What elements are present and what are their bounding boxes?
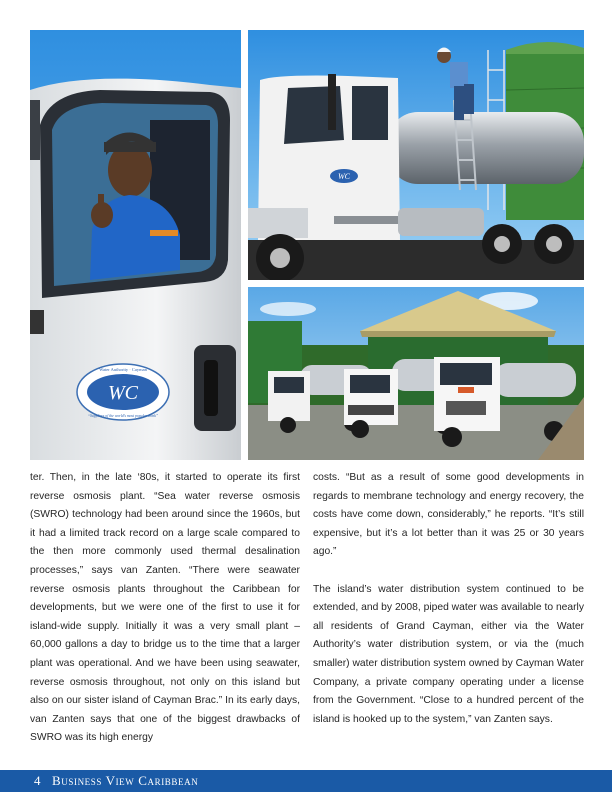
publication-title: Business View Caribbean (52, 773, 199, 788)
article-paragraph: The island’s water distribution system continued to be extended, and by 2008, piped water was available to nearly all residents of Grand Cayman, either via the Water Authority’s water distribution system, or via the (much smaller) water distribution system owned by Cayman Water Company, a private company operating under a license from the Government. “Close to a hundred percent of the island is hooked up to the system,” van Zanten says. (313, 583, 584, 725)
article-paragraph: costs. “But as a result of some good developments in regards to membrane technology and energy recovery, the costs have come down, considerably,” he reports. “It’s still expensive, but it’s a lot better than it was 25 or 30 years ago.” (313, 472, 584, 558)
photo-three-tanker-trucks (248, 287, 584, 460)
logo-top-text: Water Authority · Cayman (99, 367, 147, 372)
article-column-left (30, 469, 300, 748)
photo-tanker-truck-worker (248, 30, 584, 280)
cab-logo-text: WC (338, 172, 350, 181)
article-column-right (313, 469, 584, 729)
logo-wc-text: WC (108, 382, 138, 404)
photo-truck-driver (30, 30, 241, 460)
article-paragraph: ter. Then, in the late ‘80s, it started to operate its first reverse osmosis plant. “Sea water reverse osmosis (SWRO) technology had been around since the 1960s, but it had a limited track record on a large scale compared to the then more commonly used thermal desalination processes,” says van Zanten. “There were seawater reverse osmosis plants throughout the Caribbean for developments, but we were one of the first to use it for island-wide supply. Initially it was a very small plant – 60,000 gallons a day to bridge us to the time that a larger plant was operational. And we have been using seawater, reverse osmosis throughout, not only on this island but also on our sister island of Cayman Brac.” In its early days, van Zanten says that one of the biggest drawbacks of SWRO was its high energy (30, 472, 300, 744)
logo-bottom-text: “Suppliers of the world’s most popular drink” (87, 414, 159, 418)
page-number: 4 (34, 773, 41, 788)
footer-bar (0, 770, 612, 792)
